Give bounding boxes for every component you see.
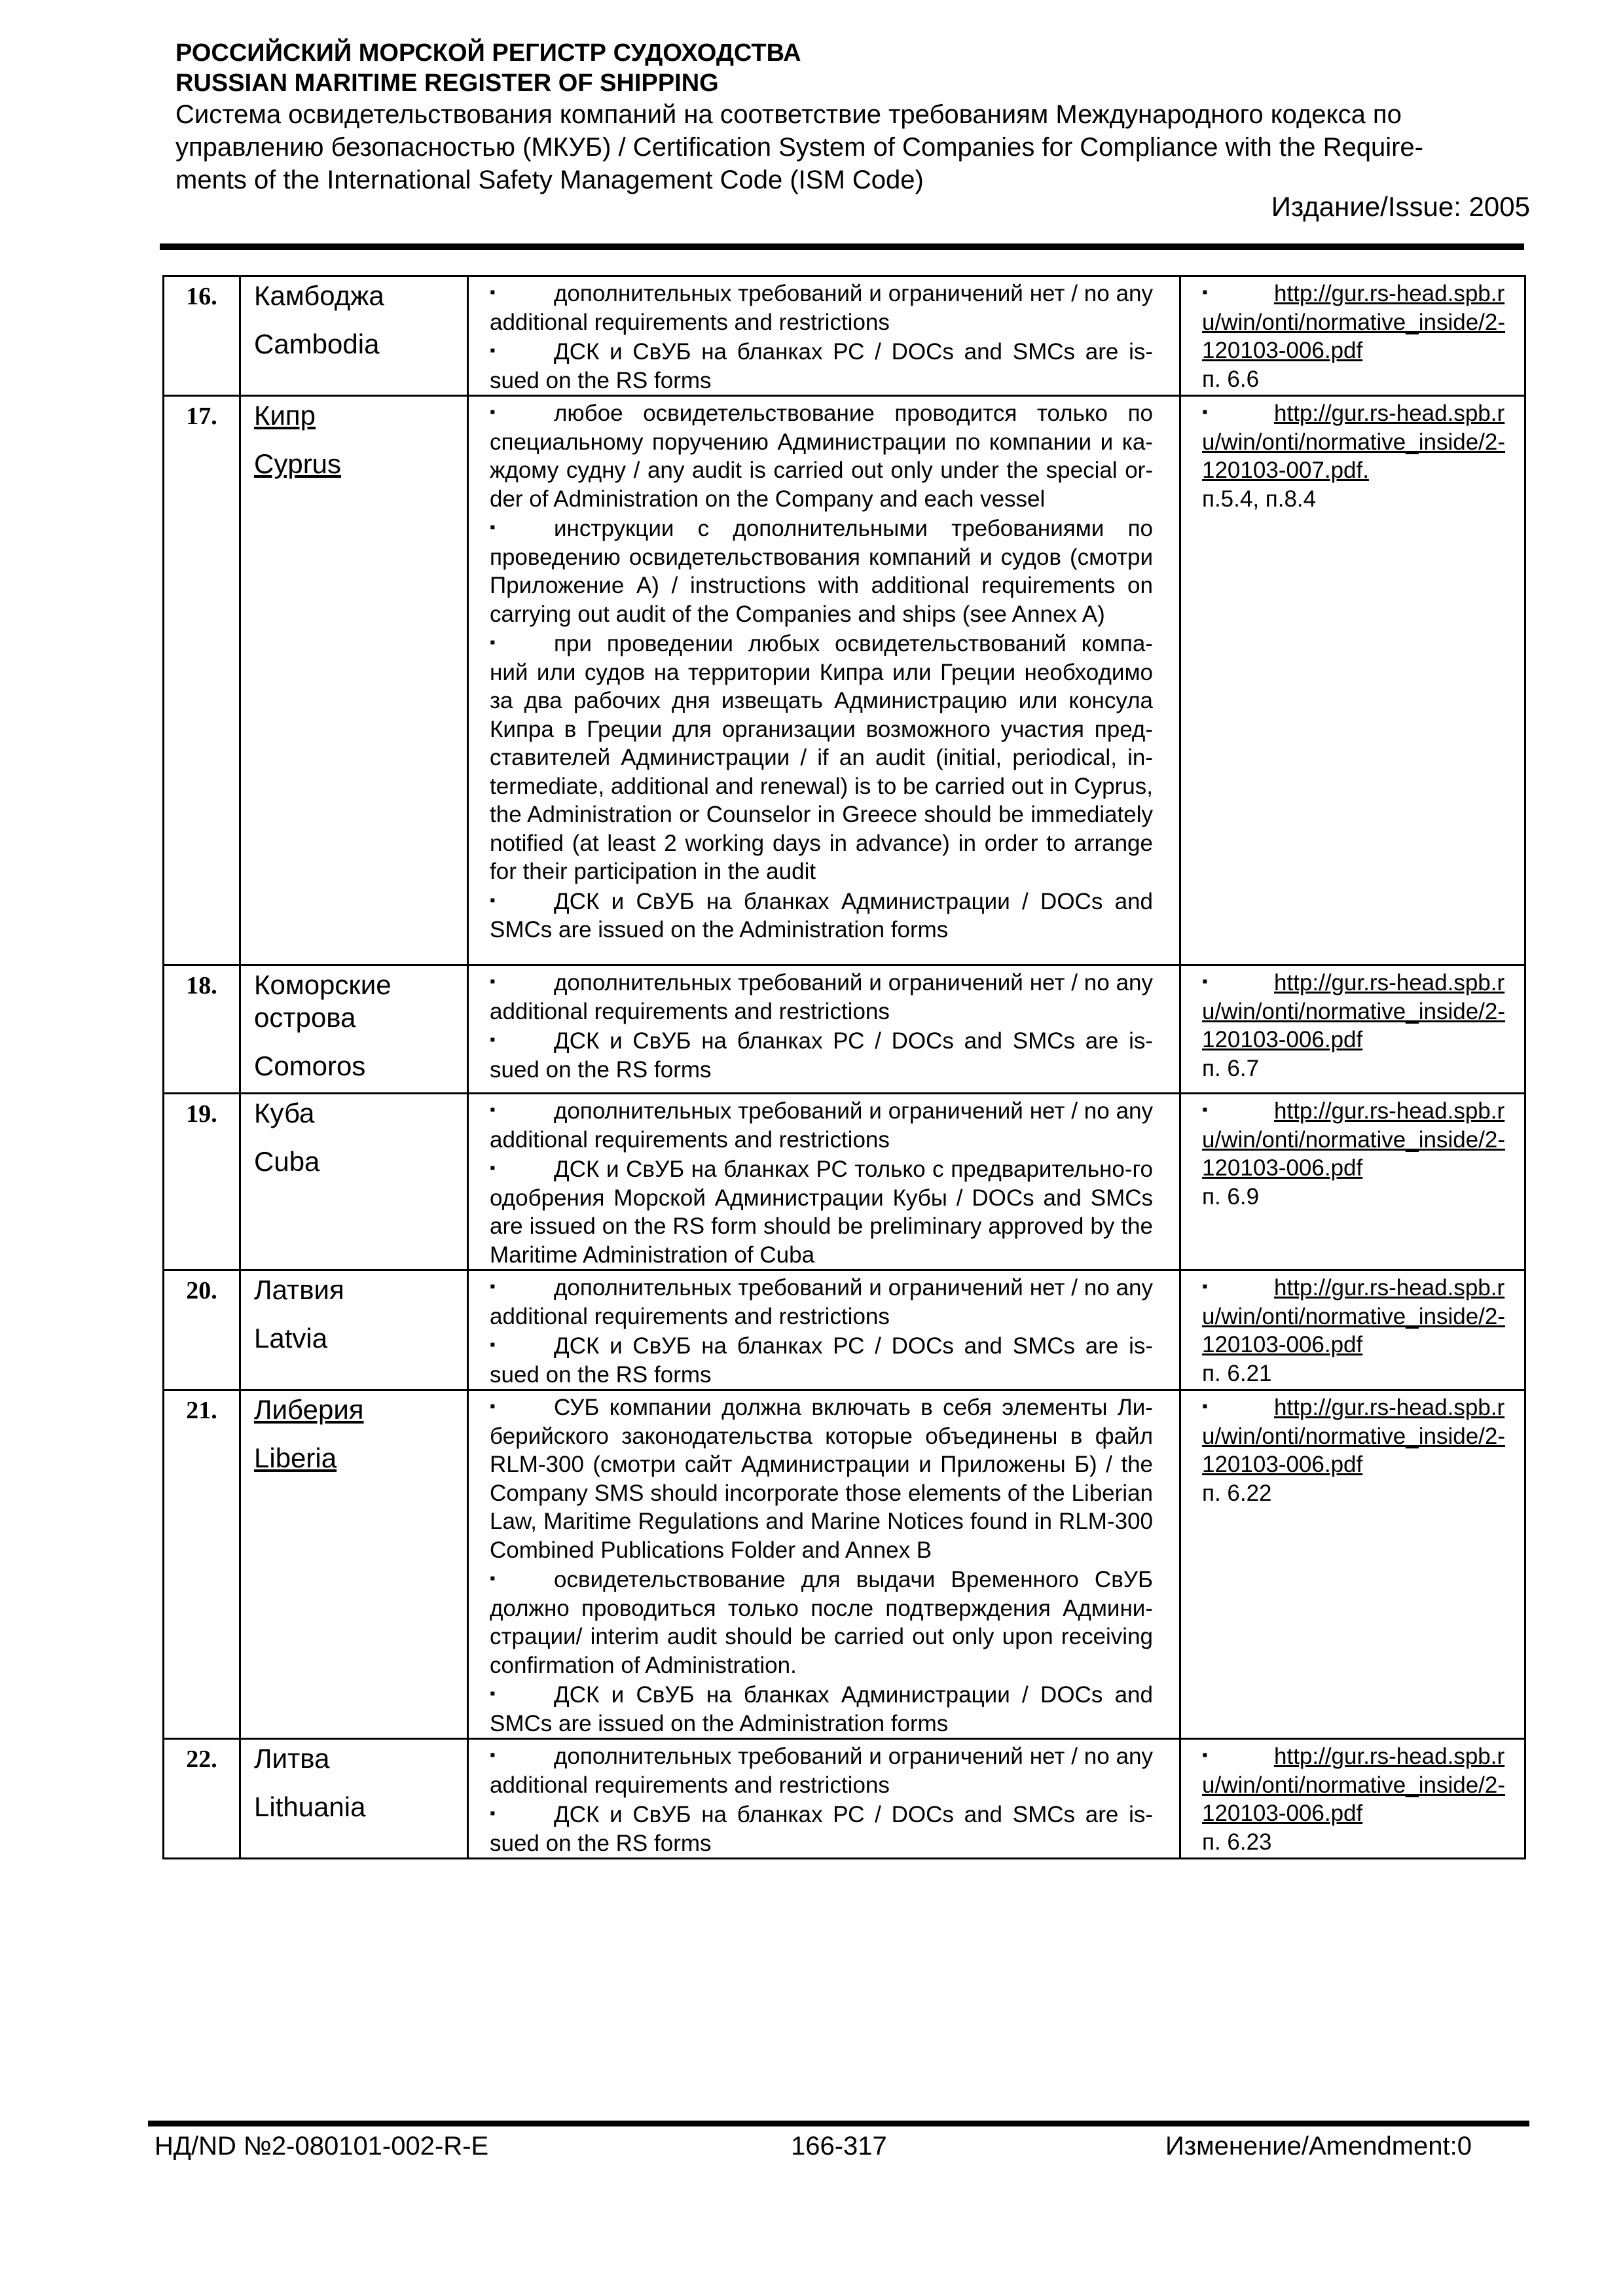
row-number: 21. <box>164 1390 240 1739</box>
register-name-en: RUSSIAN MARITIME REGISTER OF SHIPPING <box>175 69 719 97</box>
reference-link[interactable]: http://gur.rs-head.spb.ru/win/onti/normative_inside/2-120103-006.pdf <box>1202 1098 1506 1181</box>
reference-cell <box>1180 1094 1525 1270</box>
bullet-icon: ▪ <box>490 1031 496 1049</box>
footer-divider <box>148 2121 1529 2126</box>
requirement-item <box>490 628 1153 886</box>
requirement-item <box>490 886 1153 944</box>
reference-link[interactable]: http://gur.rs-head.spb.ru/win/onti/normative_inside/2-120103-006.pdf <box>1202 1744 1506 1826</box>
reference-paragraph: п.5.4, п.8.4 <box>1202 486 1317 512</box>
requirements-cell <box>468 1739 1180 1859</box>
bullet-icon: ▪ <box>490 518 496 536</box>
requirement-item <box>490 1392 1153 1564</box>
reference-link-item <box>1202 1392 1514 1479</box>
reference-link-item <box>1202 1272 1514 1359</box>
reference-cell <box>1180 396 1525 965</box>
bullet-icon: ▪ <box>490 1746 496 1764</box>
requirements-cell <box>468 276 1180 396</box>
row-number: 17. <box>164 396 240 965</box>
bullet-icon: ▪ <box>1202 973 1208 990</box>
country-cell <box>240 1094 468 1270</box>
requirement-item <box>490 1026 1153 1084</box>
country-cell <box>240 396 468 965</box>
bullet-icon: ▪ <box>1202 403 1208 421</box>
table-row <box>164 965 1525 1094</box>
reference-link[interactable]: http://gur.rs-head.spb.ru/win/onti/normative_inside/2-120103-007.pdf. <box>1202 401 1506 483</box>
requirement-text: ДСК и СвУБ на бланках РС / DOCs and SMCs are is-sued on the RS forms <box>490 1028 1153 1083</box>
country-name-ru: Коморские острова <box>254 969 392 1033</box>
requirement-item <box>490 967 1153 1026</box>
requirement-item <box>490 1799 1153 1857</box>
requirement-text: ДСК и СвУБ на бланках РС / DOCs and SMCs are is-sued on the RS forms <box>490 1333 1153 1388</box>
bullet-icon: ▪ <box>490 1570 496 1587</box>
requirements-cell <box>468 396 1180 965</box>
requirement-item <box>490 513 1153 628</box>
requirement-item <box>490 1331 1153 1389</box>
row-number: 16. <box>164 276 240 396</box>
bullet-icon: ▪ <box>490 634 496 651</box>
issue-label: Издание/Issue: 2005 <box>1271 191 1530 222</box>
country-name-en[interactable]: Cyprus <box>254 448 342 479</box>
requirement-text: дополнительных требований и ограничений нет / no any additional requirements and restrictions <box>490 1098 1153 1153</box>
row-number: 22. <box>164 1739 240 1859</box>
reference-paragraph: п. 6.6 <box>1202 366 1260 392</box>
amendment-label: Изменение/Amendment:0 <box>1165 2132 1472 2161</box>
reference-cell <box>1180 965 1525 1094</box>
table-row <box>164 1270 1525 1390</box>
bullet-icon: ▪ <box>490 1101 496 1119</box>
row-number: 20. <box>164 1270 240 1390</box>
bullet-icon: ▪ <box>490 891 496 909</box>
requirement-text: при проведении любых освидетельствований компа-ний или судов на территории Кипра или Греции необходимо за два рабочих дня извещать Администрацию или консула Кипра в Греции для организации возможного участия пред-ставителей Администрации / if an audit (initial, periodical, in-termediate, additional and renewal) is to be carried out in Cyprus, the Administration or Counselor in Greece should be immediately notified (at least 2 working days in advance) in order to arrange for their participation in the audit <box>490 631 1153 884</box>
row-number: 19. <box>164 1094 240 1270</box>
header-subtitle-line-1: Система освидетельствования компаний на соответствие требованиям Международного кодекса по <box>175 100 1402 129</box>
requirements-cell <box>468 1270 1180 1390</box>
document-header <box>175 38 1531 196</box>
requirement-text: дополнительных требований и ограничений нет / no any additional requirements and restrictions <box>490 1744 1153 1798</box>
reference-cell <box>1180 276 1525 396</box>
country-cell <box>240 1270 468 1390</box>
requirements-cell <box>468 1390 1180 1739</box>
document-number: НД/ND №2-080101-002-R-E <box>155 2132 489 2161</box>
country-name-en: Lithuania <box>254 1791 366 1822</box>
bullet-icon: ▪ <box>490 1397 496 1415</box>
country-name-en: Latvia <box>254 1323 328 1354</box>
bullet-icon: ▪ <box>490 1804 496 1822</box>
requirement-text: ДСК и СвУБ на бланках РС только с предварительно-го одобрения Морской Администрации Кубы / DOCs and SMCs are issued on the RS form should be preliminary approved by the Maritime Administration of Cuba <box>490 1157 1153 1268</box>
reference-link[interactable]: http://gur.rs-head.spb.ru/win/onti/normative_inside/2-120103-006.pdf <box>1202 281 1506 363</box>
requirement-text: инструкции с дополнительными требованиями по проведению освидетельствования компаний и судов (смотри Приложение А) / instructions with additional requirements on carrying out audit of the Companies and ships (see Annex A) <box>490 516 1153 627</box>
country-cell <box>240 276 468 396</box>
requirement-text: СУБ компании должна включать в себя элементы Ли-берийского законодательства которые объединены в файл RLM-300 (смотри сайт Администрации и Приложены Б) / the Company SMS should incorporate those elements of the Liberian Law, Maritime Regulations and Marine Notices found in RLM-300 Combined Publications Folder and Annex B <box>490 1395 1153 1563</box>
country-name-ru[interactable]: Либерия <box>254 1394 364 1425</box>
requirement-text: ДСК и СвУБ на бланках Администрации / DOCs and SMCs are issued on the Administration forms <box>490 1682 1153 1736</box>
requirements-table <box>162 275 1526 1859</box>
country-name-ru: Латвия <box>254 1274 344 1305</box>
register-name-ru: РОССИЙСКИЙ МОРСКОЙ РЕГИСТР СУДОХОДСТВА <box>175 39 801 67</box>
bullet-icon: ▪ <box>1202 283 1208 301</box>
bullet-icon: ▪ <box>490 342 496 359</box>
requirements-cell <box>468 965 1180 1094</box>
country-name-en: Cambodia <box>254 329 380 359</box>
reference-paragraph: п. 6.21 <box>1202 1360 1272 1386</box>
country-name-ru: Камбоджа <box>254 280 384 311</box>
country-cell <box>240 1739 468 1859</box>
requirement-text: ДСК и СвУБ на бланках Администрации / DOCs and SMCs are issued on the Administration forms <box>490 888 1153 942</box>
country-name-en[interactable]: Liberia <box>254 1443 337 1473</box>
reference-link[interactable]: http://gur.rs-head.spb.ru/win/onti/normative_inside/2-120103-006.pdf <box>1202 1275 1506 1357</box>
bullet-icon: ▪ <box>490 1278 496 1295</box>
bullet-icon: ▪ <box>1202 1397 1208 1415</box>
page-number: 166-317 <box>791 2132 887 2161</box>
requirement-text: любое освидетельствование проводится только по специальному поручению Администрации по компании и ка-ждому судну / any audit is carried out only under the special or-der of Administration on the Company and each vessel <box>490 401 1153 512</box>
requirement-text: дополнительных требований и ограничений нет / no any additional requirements and restrictions <box>490 281 1153 335</box>
reference-link-item <box>1202 1741 1514 1828</box>
bullet-icon: ▪ <box>490 1685 496 1702</box>
requirement-item <box>490 1741 1153 1799</box>
header-subtitle-line-3: ments of the International Safety Management Code (ISM Code) <box>175 166 924 194</box>
reference-link[interactable]: http://gur.rs-head.spb.ru/win/onti/normative_inside/2-120103-006.pdf <box>1202 970 1506 1052</box>
requirements-cell <box>468 1094 1180 1270</box>
table-row <box>164 1094 1525 1270</box>
reference-paragraph: п. 6.22 <box>1202 1480 1272 1506</box>
reference-paragraph: п. 6.23 <box>1202 1829 1272 1855</box>
table-row <box>164 396 1525 965</box>
bullet-icon: ▪ <box>490 283 496 301</box>
header-subtitle-line-2: управлению безопасностью (МКУБ) / Certification System of Companies for Compliance with the Require- <box>175 133 1423 162</box>
reference-link-item <box>1202 1096 1514 1183</box>
bullet-icon: ▪ <box>1202 1101 1208 1119</box>
reference-paragraph: п. 6.9 <box>1202 1183 1260 1210</box>
requirement-text: ДСК и СвУБ на бланках РС / DOCs and SMCs are is-sued on the RS forms <box>490 339 1153 393</box>
reference-link[interactable]: http://gur.rs-head.spb.ru/win/onti/normative_inside/2-120103-006.pdf <box>1202 1395 1506 1477</box>
country-name-ru: Куба <box>254 1098 315 1128</box>
reference-link-item <box>1202 398 1514 485</box>
country-cell <box>240 965 468 1094</box>
requirement-text: освидетельствование для выдачи Временного СвУБ должно проводиться только после подтверждения Админи-страции/ interim audit should be carried out only upon receiving confirmation of Administration. <box>490 1567 1153 1678</box>
requirement-item <box>490 1154 1153 1269</box>
row-number: 18. <box>164 965 240 1094</box>
bullet-icon: ▪ <box>490 1159 496 1177</box>
requirement-item <box>490 398 1153 513</box>
reference-cell <box>1180 1390 1525 1739</box>
requirement-item <box>490 1096 1153 1154</box>
bullet-icon: ▪ <box>490 403 496 421</box>
table-row <box>164 1390 1525 1739</box>
requirement-item <box>490 1564 1153 1679</box>
reference-cell <box>1180 1270 1525 1390</box>
requirement-item <box>490 278 1153 336</box>
table-row <box>164 276 1525 396</box>
table-row <box>164 1739 1525 1859</box>
requirement-text: дополнительных требований и ограничений нет / no any additional requirements and restrictions <box>490 970 1153 1024</box>
reference-paragraph: п. 6.7 <box>1202 1055 1260 1081</box>
country-name-ru: Литва <box>254 1743 330 1774</box>
reference-cell <box>1180 1739 1525 1859</box>
requirement-item <box>490 336 1153 395</box>
reference-link-item <box>1202 967 1514 1054</box>
bullet-icon: ▪ <box>1202 1278 1208 1295</box>
requirement-item <box>490 1679 1153 1738</box>
bullet-icon: ▪ <box>490 1336 496 1354</box>
bullet-icon: ▪ <box>490 973 496 990</box>
country-name-ru[interactable]: Кипр <box>254 400 316 431</box>
country-name-en: Comoros <box>254 1050 366 1081</box>
header-divider <box>160 243 1524 250</box>
requirement-item <box>490 1272 1153 1331</box>
country-name-en: Cuba <box>254 1146 320 1177</box>
reference-link-item <box>1202 278 1514 365</box>
bullet-icon: ▪ <box>1202 1746 1208 1764</box>
requirement-text: дополнительных требований и ограничений нет / no any additional requirements and restrictions <box>490 1275 1153 1329</box>
requirement-text: ДСК и СвУБ на бланках РС / DOCs and SMCs are is-sued on the RS forms <box>490 1802 1153 1856</box>
country-cell <box>240 1390 468 1739</box>
